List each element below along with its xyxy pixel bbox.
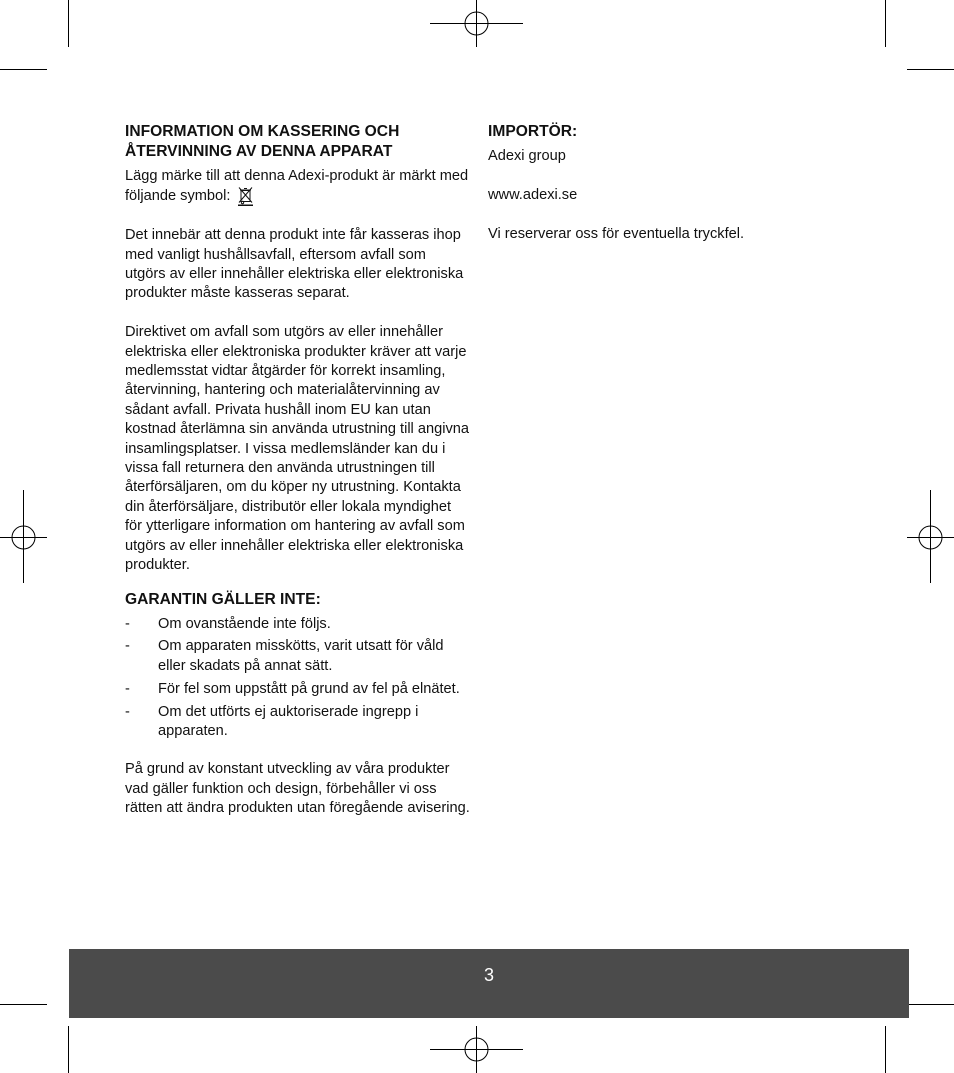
- importer-company: Adexi group: [488, 148, 566, 164]
- warranty-list: [125, 615, 470, 742]
- list-item: [125, 680, 470, 699]
- list-item-text: Om det utförts ej auktoriserade ingrepp i apparaten.: [158, 703, 419, 740]
- disposal-heading: [125, 122, 470, 162]
- page-footer: [69, 949, 909, 1018]
- importer-website: www.adexi.se: [488, 186, 578, 203]
- list-item-text: Om ovanstående inte följs.: [158, 615, 331, 632]
- page-number: 3: [483, 965, 494, 985]
- bullet-dash: -: [125, 638, 130, 655]
- bullet-dash: -: [125, 703, 130, 720]
- list-item-text: För fel som uppstått på grund av fel på elnätet.: [158, 680, 460, 697]
- list-item: [125, 615, 470, 634]
- registration-mark-top: [430, 0, 523, 47]
- disposal-paragraph-2: Direktivet om avfall som utgörs av eller innehåller elektriska eller elektroniska produkter kräver att varje medlemsstat vidtar åtgärder för korrekt insamling, återvinning, hantering och materialåtervinning av sådant avfall. Privata hushåll inom EU kan utan kostnad återlämna sin använda utrustning till angivna insamlingsplatser. I vissa medlemsländer kan du i vissa fall returnera den använda utrustningen till återförsäljaren, om du köper ny utrustning. Kontakta din återförsäljare, distributör eller lokala myndighet för ytterligare information om hantering av avfall som utgörs av eller innehåller elektriska eller elektroniska produkter.: [125, 324, 469, 574]
- warranty-heading: GARANTIN GÄLLER INTE:: [125, 590, 321, 608]
- warranty-closing-paragraph: På grund av konstant utveckling av våra produkter vad gäller funktion och design, förbehåller vi oss rätten att ändra produkten utan föregående avisering.: [125, 761, 470, 817]
- disposal-heading-line1: INFORMATION OM KASSERING OCH: [125, 123, 400, 140]
- registration-mark-right: [907, 490, 954, 583]
- symbol-sentence-paragraph: [125, 167, 470, 207]
- importer-heading: IMPORTÖR:: [488, 123, 578, 140]
- registration-mark-left: [0, 490, 47, 583]
- disposal-heading-line2: ÅTERVINNING AV DENNA APPARAT: [125, 143, 393, 160]
- list-item: [125, 703, 470, 742]
- disposal-paragraph-1: Det innebär att denna produkt inte får kasseras ihop med vanligt hushållsavfall, eftersom avfall som utgörs av eller innehåller elektriska eller elektroniska produkter måste kasseras separat.: [125, 227, 464, 302]
- right-column: [488, 122, 833, 244]
- list-item-text: Om apparaten misskötts, varit utsatt för våld eller skadats på annat sätt.: [158, 638, 444, 674]
- bullet-dash: -: [125, 680, 130, 697]
- list-item: [125, 637, 470, 676]
- registration-mark-bottom: [430, 1026, 523, 1073]
- bullet-dash: -: [125, 615, 130, 632]
- crossed-out-wheelie-bin-icon: [237, 186, 254, 206]
- symbol-sentence: Lägg märke till att denna Adexi-produkt är märkt med följande symbol:: [125, 168, 469, 205]
- left-column: [125, 122, 470, 819]
- importer-note: Vi reserverar oss för eventuella tryckfel.: [488, 225, 745, 242]
